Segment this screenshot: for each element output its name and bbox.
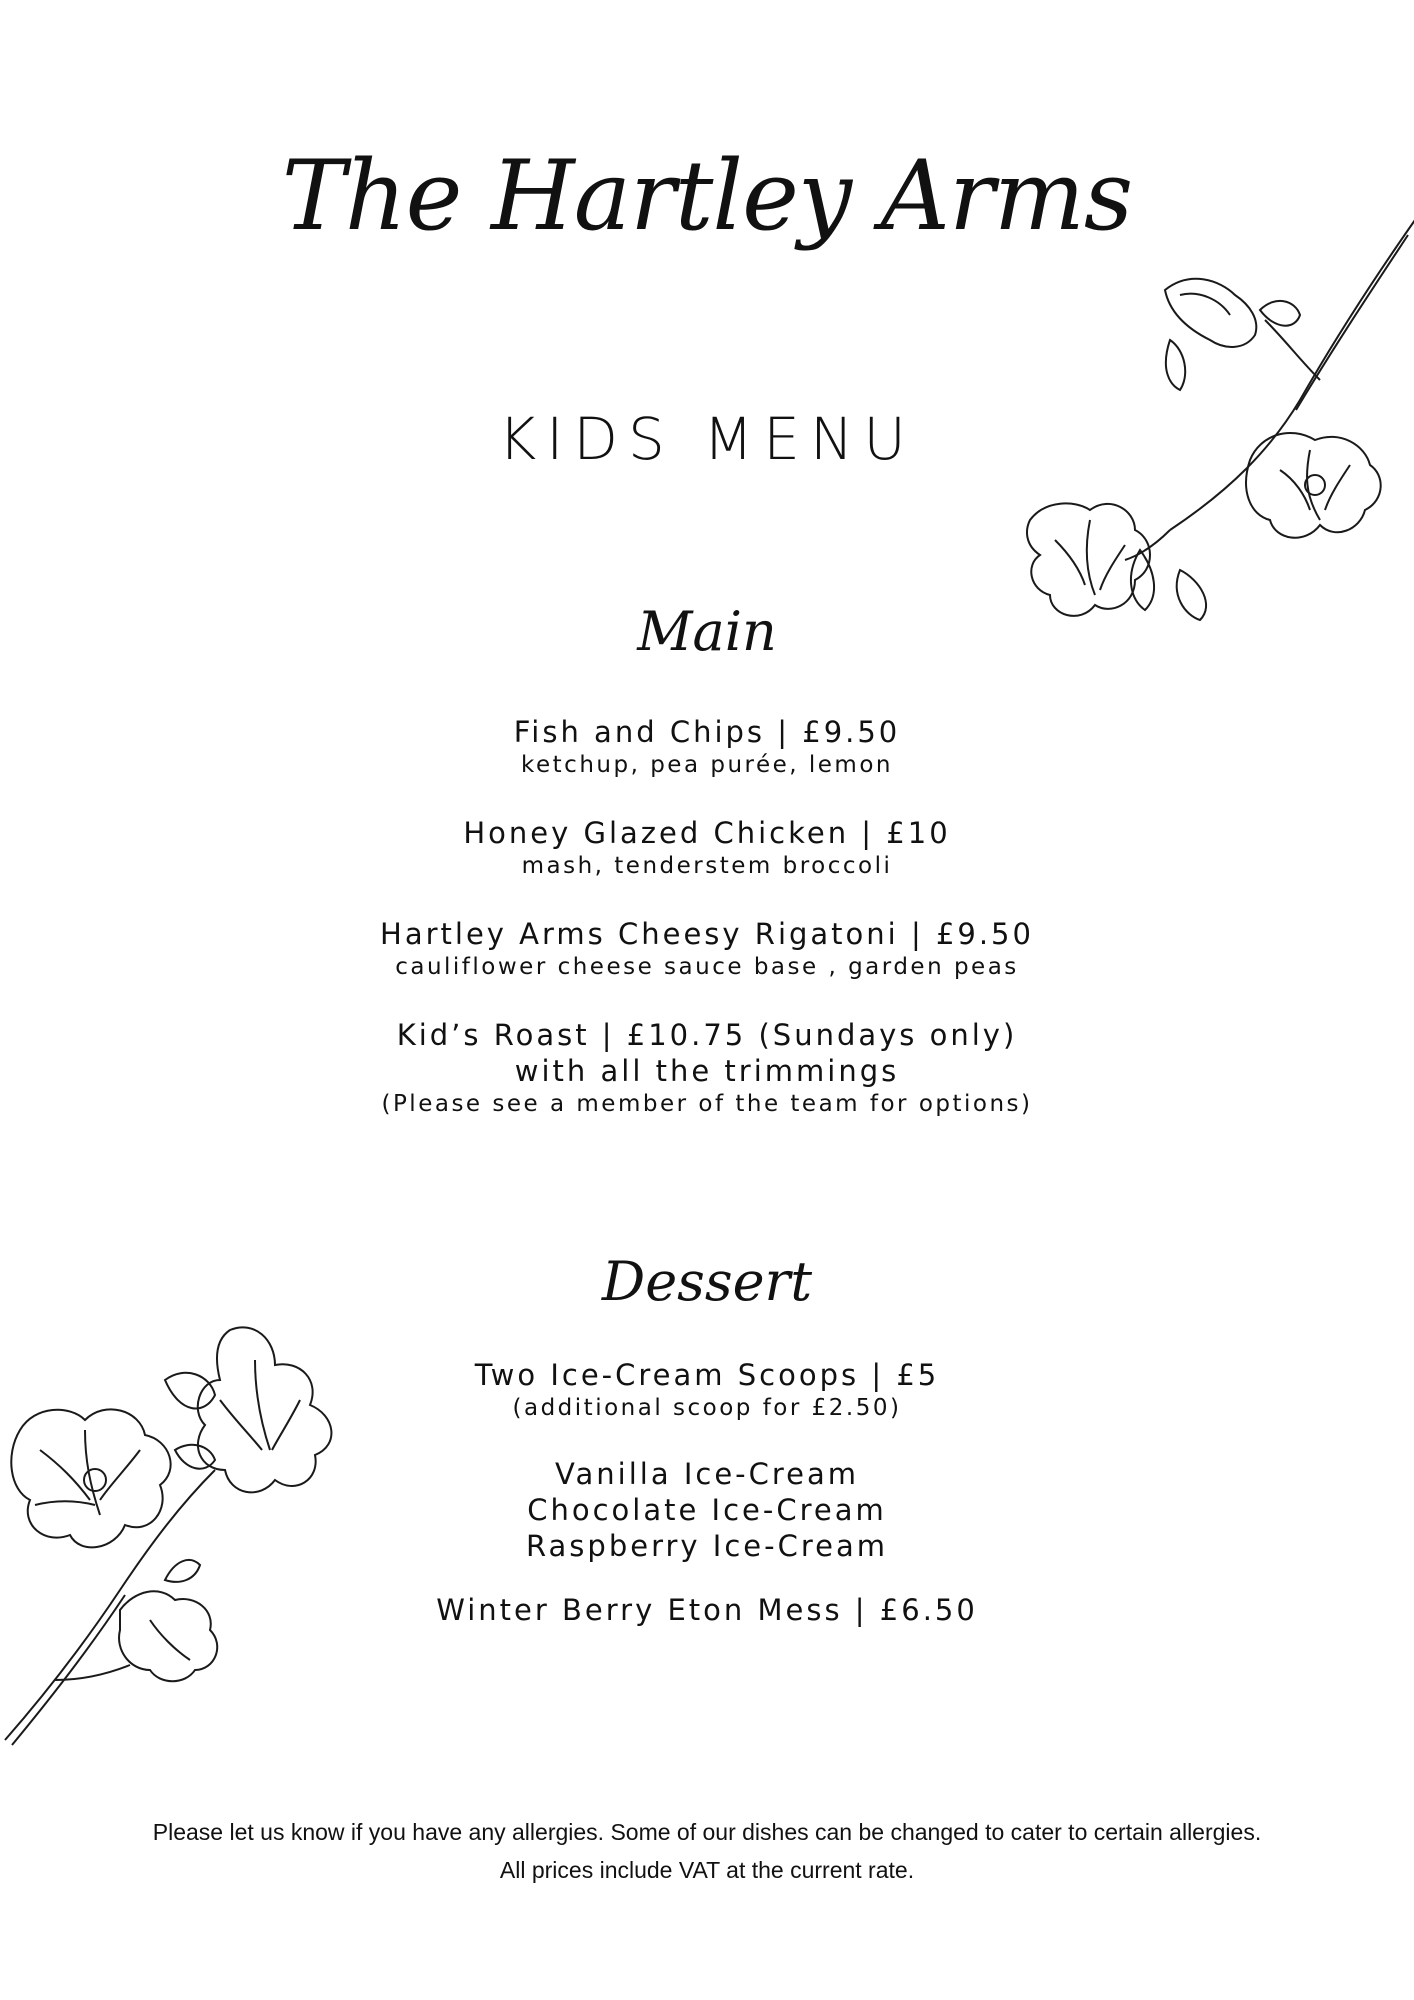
menu-item-flavours: [0, 1456, 1414, 1564]
menu-item-name-line2: with all the trimmings: [514, 1054, 900, 1088]
footer-notes: [0, 1813, 1414, 1889]
menu-item: [0, 1017, 1414, 1119]
menu-item-description: mash, tenderstem broccoli: [521, 853, 893, 879]
flavour-chocolate: Chocolate Ice-Cream: [527, 1493, 887, 1527]
menu-item-name: Honey Glazed Chicken | £10: [463, 816, 951, 850]
flavour-raspberry: Raspberry Ice-Cream: [526, 1529, 888, 1563]
menu-item-name: Fish and Chips | £9.50: [513, 715, 901, 749]
menu-item-description: (additional scoop for £2.50): [512, 1395, 902, 1421]
menu-item-name: Winter Berry Eton Mess | £6.50: [436, 1593, 978, 1627]
menu-item: [0, 1357, 1414, 1423]
menu-item-description: (Please see a member of the team for options): [381, 1091, 1033, 1117]
section-heading-main: Main: [637, 600, 777, 663]
menu-item: [0, 916, 1414, 982]
flavour-vanilla: Vanilla Ice-Cream: [554, 1457, 860, 1491]
menu-item-name: Two Ice-Cream Scoops | £5: [474, 1358, 940, 1392]
section-heading-dessert: Dessert: [601, 1250, 813, 1313]
menu-item-description: ketchup, pea purée, lemon: [521, 752, 893, 778]
menu-item-description: cauliflower cheese sauce base , garden peas: [395, 954, 1019, 980]
menu-title: KIDS MENU: [498, 405, 916, 473]
restaurant-name-logo: The Hartley Arms: [281, 140, 1133, 252]
menu-item-name: Kid’s Roast | £10.75 (Sundays only): [396, 1018, 1018, 1052]
menu-item: [0, 714, 1414, 780]
allergy-note: Please let us know if you have any allergies. Some of our dishes can be changed to cater to certain allergies.: [152, 1819, 1262, 1845]
menu-item: [0, 815, 1414, 881]
menu-item-name: Hartley Arms Cheesy Rigatoni | £9.50: [380, 917, 1034, 951]
vat-note: All prices include VAT at the current rate.: [499, 1857, 915, 1883]
menu-item: [0, 1592, 1414, 1628]
